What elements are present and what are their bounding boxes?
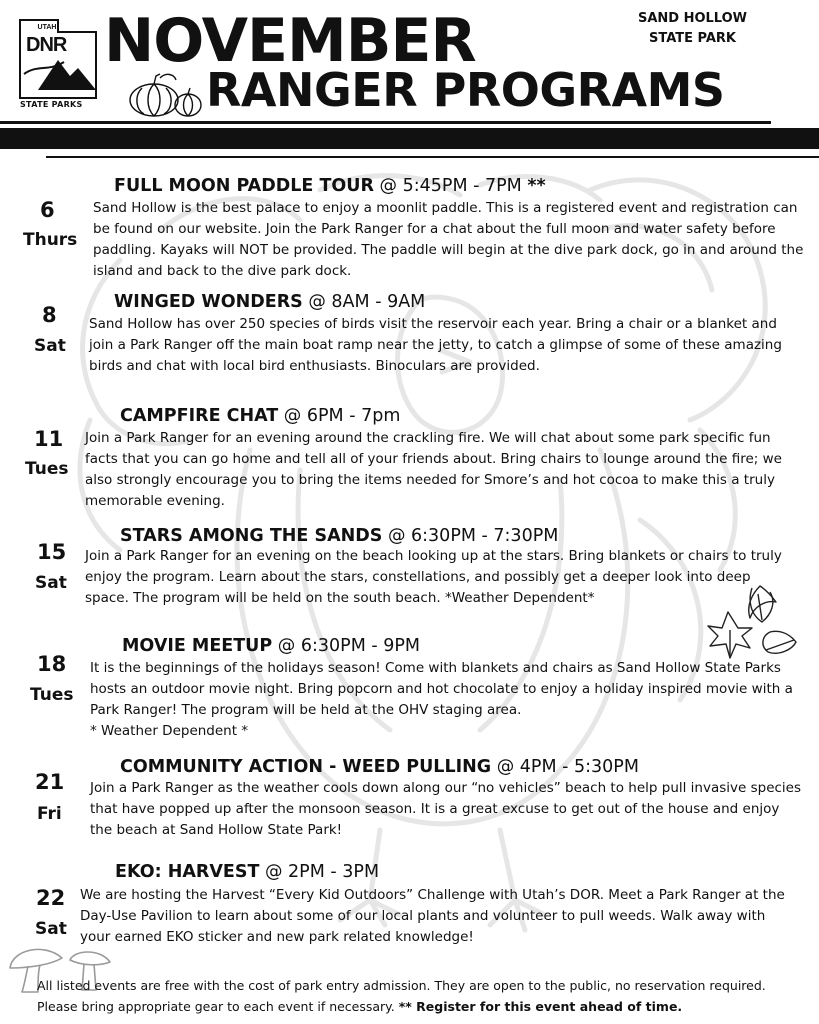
logo-dnr-text: DNR [26,34,67,56]
event-day-number: 21 [35,770,65,794]
park-name-line1: SAND HOLLOW [637,11,748,26]
header-divider-under [46,156,819,158]
logo-utah-text: UTAH [37,24,57,31]
footer-text: All listed events are free with the cost of park entry admission. They are open to the public, no reservation required. Please bring appropriate gear to each event if necessary. [37,978,766,1014]
event-title: CAMPFIRE CHAT [120,406,279,426]
event-weekday: Tues [25,459,69,479]
event-title-line [114,175,546,197]
event-time: @ 6PM - 7pm [278,406,401,426]
event-weekday: Thurs [23,230,78,250]
event-description: Sand Hollow is the best palace to enjoy a moonlit paddle. This is a registered event and registration can be found on our website. Join the Park Ranger for a chat about the full moon and water safety before paddling. Kayaks will NOT be provided. The paddle will begin at the dive park dock, go in and around the island and back to the dive park dock. [93,200,804,279]
event-title-line [114,291,425,313]
header-divider-thin [0,121,771,124]
event-title-line [122,635,420,657]
event-time: @ 2PM - 3PM [259,862,380,882]
event-day-number: 6 [40,198,55,222]
header-divider-thick [0,128,819,149]
event-title: STARS AMONG THE SANDS [120,526,383,546]
event-title-line [120,525,558,547]
event-time: @ 8AM - 9AM [302,292,426,312]
event-title: EKO: HARVEST [115,862,260,882]
logo-state-parks-text: STATE PARKS [20,100,83,109]
event-time: @ 6:30PM - 9PM [272,636,421,656]
event-day-number: 22 [36,886,66,910]
event-day-number: 11 [34,427,64,451]
footer-registration-note: ** Register for this event ahead of time. [398,999,683,1014]
park-name [620,9,765,49]
event-description: Join a Park Ranger as the weather cools down along our “no vehicles” beach to help pull invasive species that have popped up after the monsoon season. It is a great excuse to get out of the house and enjoy the beach at Sand Hollow State Park! [90,780,802,838]
event-description: We are hosting the Harvest “Every Kid Outdoors” Challenge with Utah’s DOR. Meet a Park Ranger at the Day-Use Pavilion to learn about some of our local plants and volunteer to pull weeds. Walk away with your earned EKO sticker and new park related knowledge! [80,887,785,945]
utah-dnr-logo-icon [18,14,98,114]
event-description: Join a Park Ranger for an evening on the beach looking up at the stars. Bring blankets or chairs to truly enjoy the program. Learn about the stars, constellations, and possibly get a deeper look into deep space. The program will be held on the south beach. *Weather Dependent* [85,548,782,606]
event-title-line [120,405,400,427]
event-weekday: Fri [37,804,62,824]
event-day-number: 15 [37,540,67,564]
event-weekday: Sat [34,336,66,356]
event-title-line [120,756,639,778]
event-title-line [115,861,379,883]
footer-note [37,975,807,1017]
page-title-programs: RANGER PROGRAMS [206,63,725,117]
event-title: MOVIE MEETUP [122,636,273,656]
event-weekday: Sat [35,919,67,939]
park-name-line2: STATE PARK [648,31,737,46]
event-time: @ 6:30PM - 7:30PM [382,526,559,546]
event-title: WINGED WONDERS [114,292,303,312]
event-day-number: 8 [42,303,57,327]
event-time: @ 4PM - 5:30PM [491,757,639,777]
registration-mark: ** [527,176,546,196]
event-weekday: Tues [30,685,74,705]
event-time: @ 5:45PM - 7PM [373,176,528,196]
event-description: Sand Hollow has over 250 species of birds visit the reservoir each year. Bring a chair or a blanket and join a Park Ranger off the main boat ramp near the jetty, to catch a glimpse of some of these amazing birds and chat with local bird enthusiasts. Binoculars are provided. [89,316,782,374]
pumpkin-icon [124,72,204,118]
page-title-month: NOVEMBER [104,6,476,76]
event-title: FULL MOON PADDLE TOUR [114,176,374,196]
event-description: Join a Park Ranger for an evening around the crackling fire. We will chat about some park specific fun facts that you can go home and tell all of your friends about. Bring chairs to lounge around the fire; we also strongly encourage you to bring the items needed for Smore’s and hot cocoa to make this a truly memorable evening. [85,430,782,509]
event-title: COMMUNITY ACTION - WEED PULLING [120,757,492,777]
event-description: It is the beginnings of the holidays season! Come with blankets and chairs as Sand Hollow State Parks hosts an outdoor movie night. Bring popcorn and hot chocolate to enjoy a holiday inspired movie with a Park Ranger! The program will be held at the OHV staging area. * Weather Dependent * [90,660,793,739]
event-weekday: Sat [35,573,67,593]
event-day-number: 18 [37,652,67,676]
